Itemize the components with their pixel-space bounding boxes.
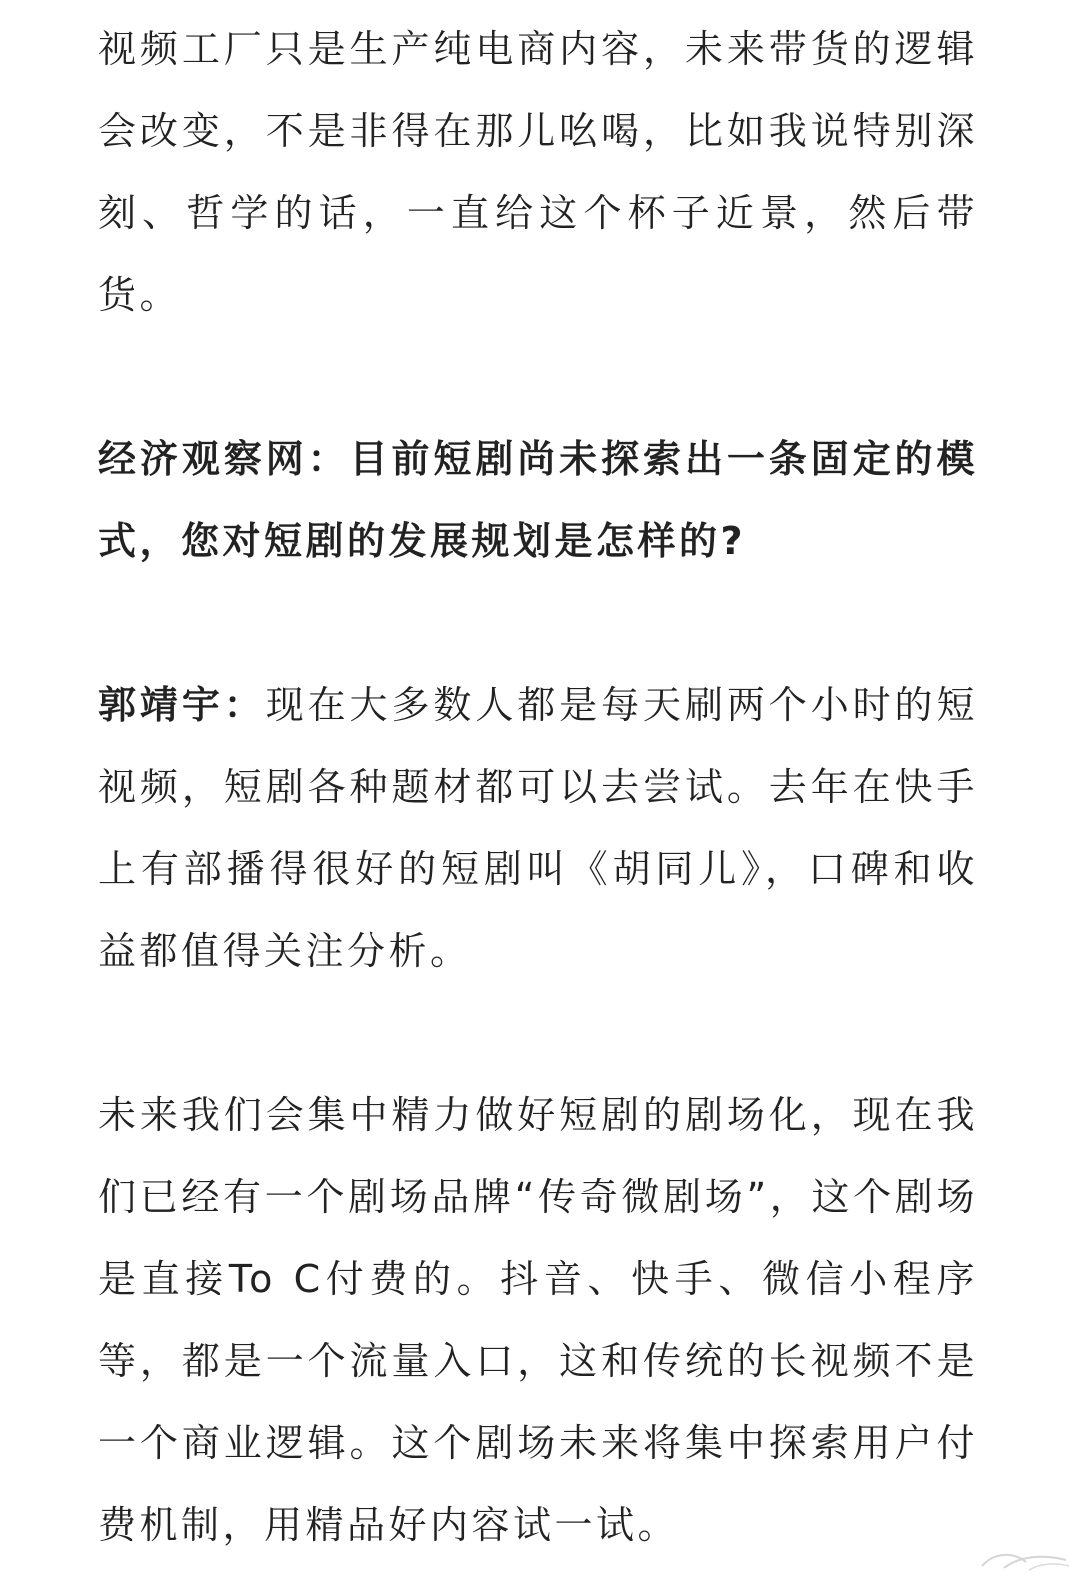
question-paragraph: 经济观察网：目前短剧尚未探索出一条固定的模式，您对短剧的发展规划是怎样的?	[98, 437, 978, 563]
watermark-logo-icon	[974, 1544, 1074, 1574]
answer-paragraph	[98, 664, 978, 992]
speaker-label: 郭靖宇：	[98, 683, 266, 727]
answer-text: 现在大多数人都是每天刷两个小时的短视频，短剧各种题材都可以去尝试。去年在快手上有部播得很好的短剧叫《胡同儿》，口碑和收益都值得关注分析。	[98, 683, 978, 973]
paragraph-1: 视频工厂只是生产纯电商内容，未来带货的逻辑会改变，不是非得在那儿吆喝，比如我说特别深刻、哲学的话，一直给这个杯子近景，然后带货。	[98, 27, 978, 317]
article-body	[98, 8, 978, 1566]
paragraph-4: 未来我们会集中精力做好短剧的剧场化，现在我们已经有一个剧场品牌“传奇微剧场”，这个剧场是直接To C付费的。抖音、快手、微信小程序等，都是一个流量入口，这和传统的长视频不是一个商业逻辑。这个剧场未来将集中探索用户付费机制，用精品好内容试一试。	[98, 1093, 978, 1547]
